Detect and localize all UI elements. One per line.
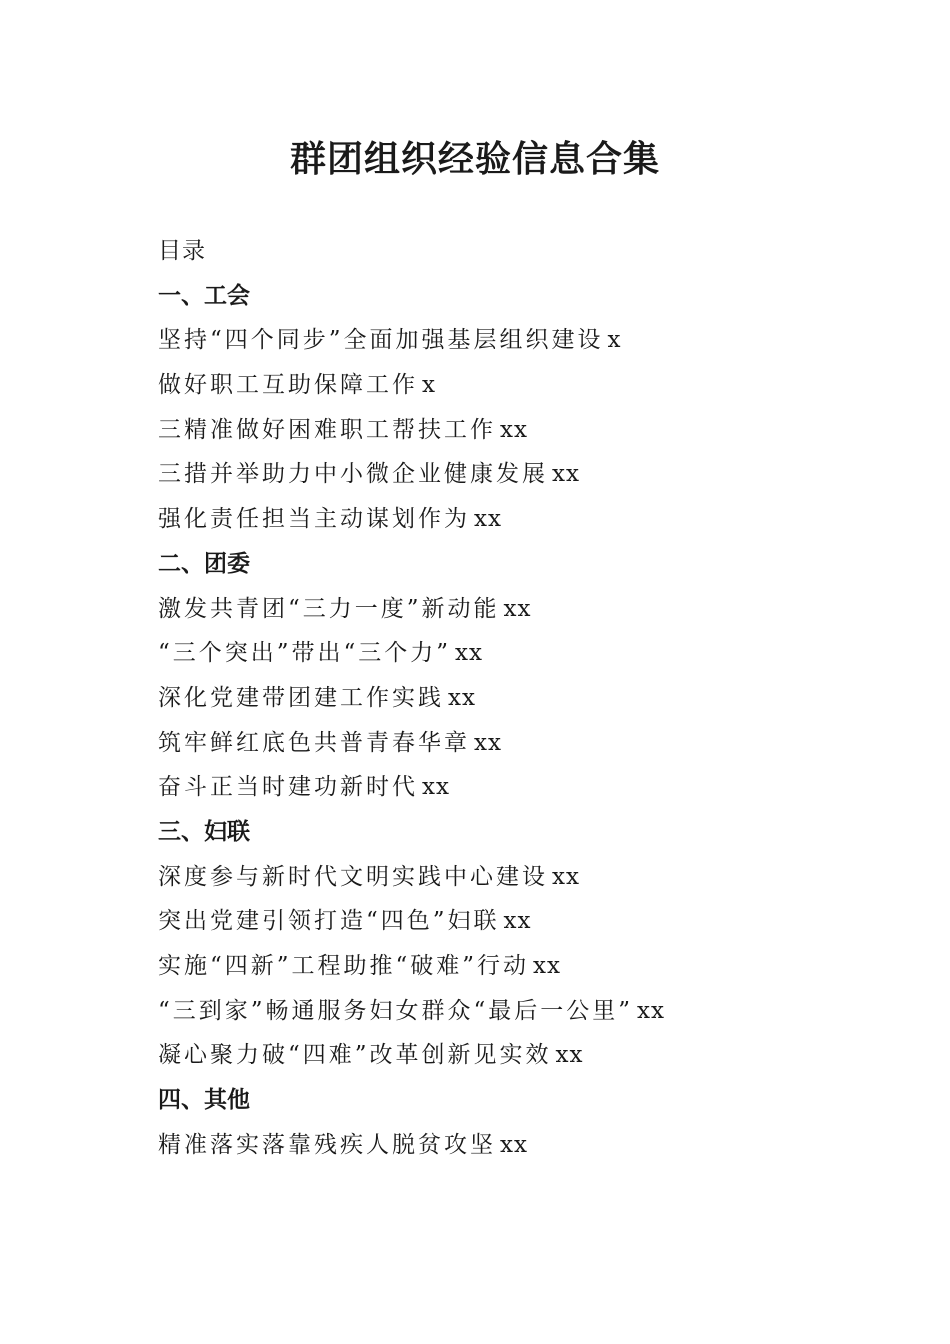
toc-entry[interactable] xyxy=(158,408,858,453)
toc-entry[interactable] xyxy=(158,497,858,542)
toc-entry-page: xx xyxy=(422,774,450,801)
toc-entry-page: xx xyxy=(552,461,580,488)
toc-label: 目录 xyxy=(158,238,206,264)
toc-section-heading: 二、团委 xyxy=(158,550,250,577)
toc-entry-title: 坚持“四个同步”全面加强基层组织建设 xyxy=(158,327,604,354)
toc-entries xyxy=(158,274,858,1168)
toc-entry[interactable] xyxy=(158,944,858,989)
toc-entry-page: xx xyxy=(455,640,483,667)
toc-entry-title: 奋斗正当时建功新时代 xyxy=(158,774,418,801)
toc-entry-page: xx xyxy=(448,684,476,711)
toc-entry-title: 深化党建带团建工作实践 xyxy=(158,684,444,711)
toc-entry-title: 凝心聚力破“四难”改革创新见实效 xyxy=(158,1042,552,1069)
toc-section-heading: 一、工会 xyxy=(158,282,250,309)
toc-section-heading: 四、其他 xyxy=(158,1087,250,1114)
toc-entry[interactable] xyxy=(158,1123,858,1168)
toc-entry-page: xx xyxy=(500,416,528,443)
toc-entry-page: xx xyxy=(555,1042,584,1069)
document-title: 群团组织经验信息合集 xyxy=(289,138,660,180)
toc-entry[interactable] xyxy=(158,631,858,676)
toc-entry-page: xx xyxy=(637,997,665,1024)
toc-entry[interactable] xyxy=(158,587,858,632)
toc-entry-title: 三措并举助力中小微企业健康发展 xyxy=(158,461,548,488)
toc-entry-title: 深度参与新时代文明实践中心建设 xyxy=(158,863,548,890)
toc-entry-title: “三个突出”带出“三个力” xyxy=(158,640,452,667)
toc-entry[interactable] xyxy=(158,989,858,1034)
toc-entry-page: xx xyxy=(474,729,502,756)
toc-entry-page: xx xyxy=(503,908,532,935)
toc-entry-title: “三到家”畅通服务妇女群众“最后一公里” xyxy=(158,997,634,1024)
table-of-contents xyxy=(158,229,858,1167)
toc-entry[interactable] xyxy=(158,765,858,810)
toc-entry-title: 精准落实落靠残疾人脱贫攻坚 xyxy=(158,1131,496,1158)
toc-entry-title: 突出党建引领打造“四色”妇联 xyxy=(158,908,500,935)
toc-entry[interactable] xyxy=(158,1033,858,1078)
toc-entry[interactable] xyxy=(158,855,858,900)
toc-entry-page: xx xyxy=(552,863,580,890)
toc-entry[interactable] xyxy=(158,721,858,766)
toc-entry-title: 强化责任担当主动谋划作为 xyxy=(158,506,470,533)
toc-entry-title: 实施“四新”工程助推“破难”行动 xyxy=(158,953,530,979)
toc-entry-page: x xyxy=(422,372,436,399)
toc-entry-page: xx xyxy=(474,506,502,533)
toc-entry[interactable] xyxy=(158,676,858,721)
toc-entry[interactable] xyxy=(158,452,858,497)
toc-entry[interactable] xyxy=(158,363,858,408)
toc-entry-title: 做好职工互助保障工作 xyxy=(158,372,418,399)
toc-entry-page: x xyxy=(607,327,622,354)
toc-entry-title: 三精准做好困难职工帮扶工作 xyxy=(158,416,496,443)
toc-entry[interactable] xyxy=(158,899,858,944)
toc-entry[interactable] xyxy=(158,318,858,363)
toc-entry-page: xx xyxy=(500,1131,528,1158)
toc-section-heading: 三、妇联 xyxy=(158,818,250,845)
toc-entry-title: 筑牢鲜红底色共普青春华章 xyxy=(158,729,470,756)
toc-entry-page: xx xyxy=(503,595,532,622)
toc-entry-page: xx xyxy=(533,953,561,979)
toc-entry-title: 激发共青团“三力一度”新动能 xyxy=(158,595,500,622)
